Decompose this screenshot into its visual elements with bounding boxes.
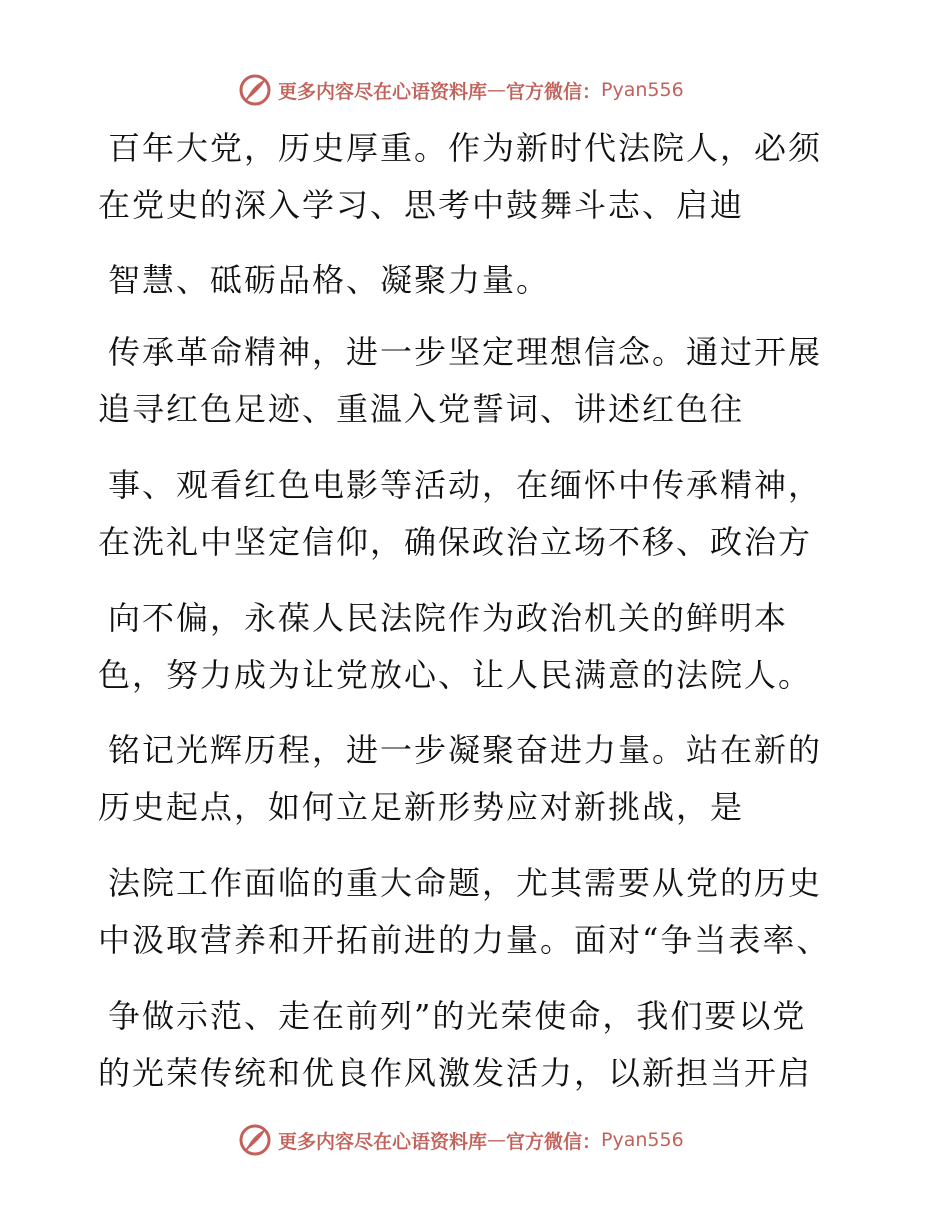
watermark-header bbox=[238, 72, 684, 108]
watermark-dash: — bbox=[487, 1129, 507, 1151]
text-line-9: 色，努力成为让党放心、让人民满意的法院人。 bbox=[98, 656, 813, 694]
watermark-main-text: 更多内容尽在心语资料库 bbox=[278, 80, 488, 103]
watermark-dash: — bbox=[487, 79, 507, 101]
text-line-2: 在党史的深入学习、思考中鼓舞斗志、启迪 bbox=[98, 186, 745, 224]
watermark-suffix: 官方微信： bbox=[506, 80, 602, 103]
text-line-14: 争做示范、走在前列”的光荣使命，我们要以党 bbox=[108, 997, 807, 1035]
text-line-5: 追寻红色足迹、重温入党誓词、讲述红色往 bbox=[98, 390, 745, 428]
text-line-6: 事、观看红色电影等活动，在缅怀中传承精神， bbox=[108, 466, 823, 504]
quill-logo-icon bbox=[238, 1123, 272, 1157]
text-line-3: 智慧、砥砺品格、凝聚力量。 bbox=[108, 261, 551, 299]
watermark-suffix: 官方微信： bbox=[506, 1130, 602, 1153]
watermark-footer bbox=[238, 1122, 684, 1158]
text-line-12: 法院工作面临的重大命题，尤其需要从党的历史 bbox=[108, 864, 823, 902]
quill-logo-icon bbox=[238, 73, 272, 107]
watermark-main-text: 更多内容尽在心语资料库 bbox=[278, 1130, 488, 1153]
text-line-7: 在洗礼中坚定信仰，确保政治立场不移、政治方 bbox=[98, 523, 813, 561]
watermark-account: Pyan556 bbox=[601, 1129, 684, 1151]
text-line-8: 向不偏，永葆人民法院作为政治机关的鲜明本 bbox=[108, 599, 789, 637]
text-line-10: 铭记光辉历程，进一步凝聚奋进力量。站在新的 bbox=[108, 731, 823, 769]
text-line-4: 传承革命精神，进一步坚定理想信念。通过开展 bbox=[108, 333, 823, 371]
text-line-11: 历史起点，如何立足新形势应对新挑战，是 bbox=[98, 788, 745, 826]
watermark-account: Pyan556 bbox=[601, 79, 684, 101]
text-line-1: 百年大党，历史厚重。作为新时代法院人，必须 bbox=[108, 129, 823, 167]
text-line-15: 的光荣传统和优良作风激发活力，以新担当开启 bbox=[98, 1054, 813, 1092]
text-line-13: 中汲取营养和开拓前进的力量。面对“争当表率、 bbox=[98, 921, 831, 959]
